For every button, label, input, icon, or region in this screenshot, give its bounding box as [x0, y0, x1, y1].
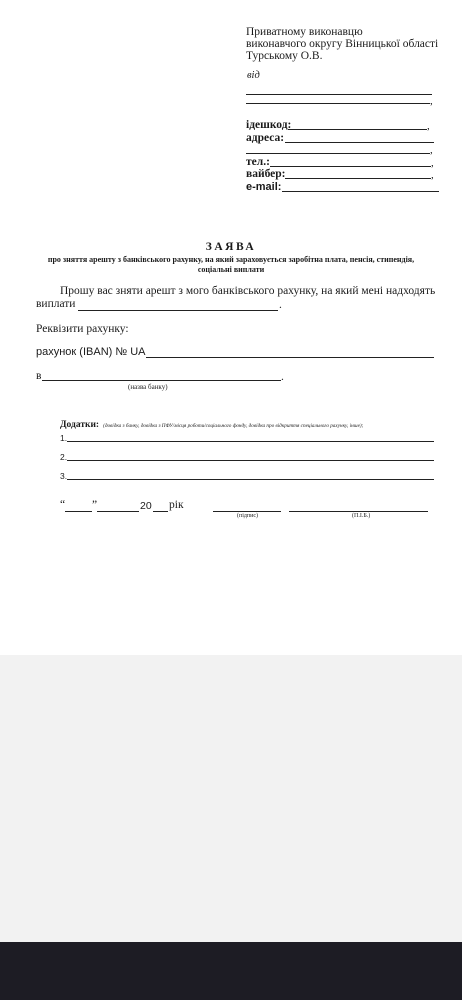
date-year-field[interactable] — [153, 511, 168, 512]
bank-prefix: в — [36, 370, 42, 382]
document-title: ЗАЯВА — [205, 241, 257, 253]
phone-label: тел.: — [246, 156, 270, 168]
account-label-text: рахунок (IBAN) № UA — [36, 346, 146, 358]
attachments-note: (довідка з банку, довідка з ПФУ/місця роботи/соціального фонду, довідка про відкриття спеціального рахунку, інше) — [103, 423, 362, 429]
addressee-line-3: Турському О.В. — [246, 50, 323, 62]
address-field-1[interactable] — [285, 142, 434, 143]
attachments-header — [60, 414, 363, 432]
comma: , — [431, 169, 434, 181]
comma: , — [430, 144, 433, 156]
applicant-name-line-1[interactable] — [246, 94, 432, 95]
email-field[interactable] — [282, 191, 439, 192]
bottom-bar — [0, 942, 462, 1000]
attachments-note-end: ; — [361, 423, 364, 429]
address-label: адреса: — [246, 132, 285, 144]
name-caption: (П.І.Б.) — [352, 513, 371, 519]
email-label: e-mail: — [246, 181, 282, 193]
attachment-item-1-number: 1. — [60, 433, 68, 443]
idcode-label: ідешкод: — [246, 119, 292, 131]
viewer-background — [0, 655, 462, 942]
full-name-field[interactable] — [289, 511, 428, 512]
bank-name-field[interactable] — [42, 380, 281, 381]
request-line-1: Прошу вас зняти арешт з мого банківського рахунку, на який мені надходять — [60, 285, 436, 297]
request-line-2: виплати — [36, 298, 76, 310]
from-label: від — [247, 70, 260, 81]
attachment-item-2-number: 2. — [60, 452, 68, 462]
date-open-quote: “ — [60, 499, 66, 511]
viber-field[interactable] — [285, 178, 431, 179]
applicant-name-line-2[interactable] — [246, 103, 430, 104]
year-prefix: 20 — [140, 500, 152, 512]
period: . — [279, 299, 282, 311]
addressee-line-1: Приватному виконавцю — [246, 26, 363, 38]
bank-caption: (назва банку) — [128, 383, 168, 391]
payments-field[interactable] — [78, 310, 278, 311]
addressee-line-2: виконавчого округу Вінницької області — [246, 38, 439, 50]
signature-field[interactable] — [213, 511, 281, 512]
signature-caption: (підпис) — [237, 513, 259, 519]
phone-field[interactable] — [270, 166, 431, 167]
year-suffix: рік — [169, 499, 184, 511]
date-month-field[interactable] — [97, 511, 139, 512]
document-subtitle: про зняття арешту з банківського рахунку, на який зараховується заробітна плата, пенсія, стипендія, соціальні виплати — [47, 255, 415, 274]
attachment-item-3-number: 3. — [60, 471, 68, 481]
date-close-quote: ” — [92, 499, 98, 511]
viber-label: вайбер: — [246, 168, 286, 180]
attachment-item-1-field[interactable] — [67, 441, 434, 442]
address-field-2[interactable] — [246, 153, 430, 154]
account-label — [36, 346, 146, 358]
iban-field[interactable] — [146, 357, 434, 358]
attachment-item-2-field[interactable] — [67, 460, 434, 461]
attachments-label: Додатки: — [60, 420, 100, 430]
idcode-field[interactable] — [288, 129, 427, 130]
comma: , — [427, 120, 430, 132]
comma: , — [430, 95, 433, 107]
date-day-field[interactable] — [65, 511, 92, 512]
attachment-item-3-field[interactable] — [67, 479, 434, 480]
requisites-label: Реквізити рахунку: — [36, 323, 129, 335]
comma: , — [431, 157, 434, 169]
period: . — [281, 371, 284, 383]
